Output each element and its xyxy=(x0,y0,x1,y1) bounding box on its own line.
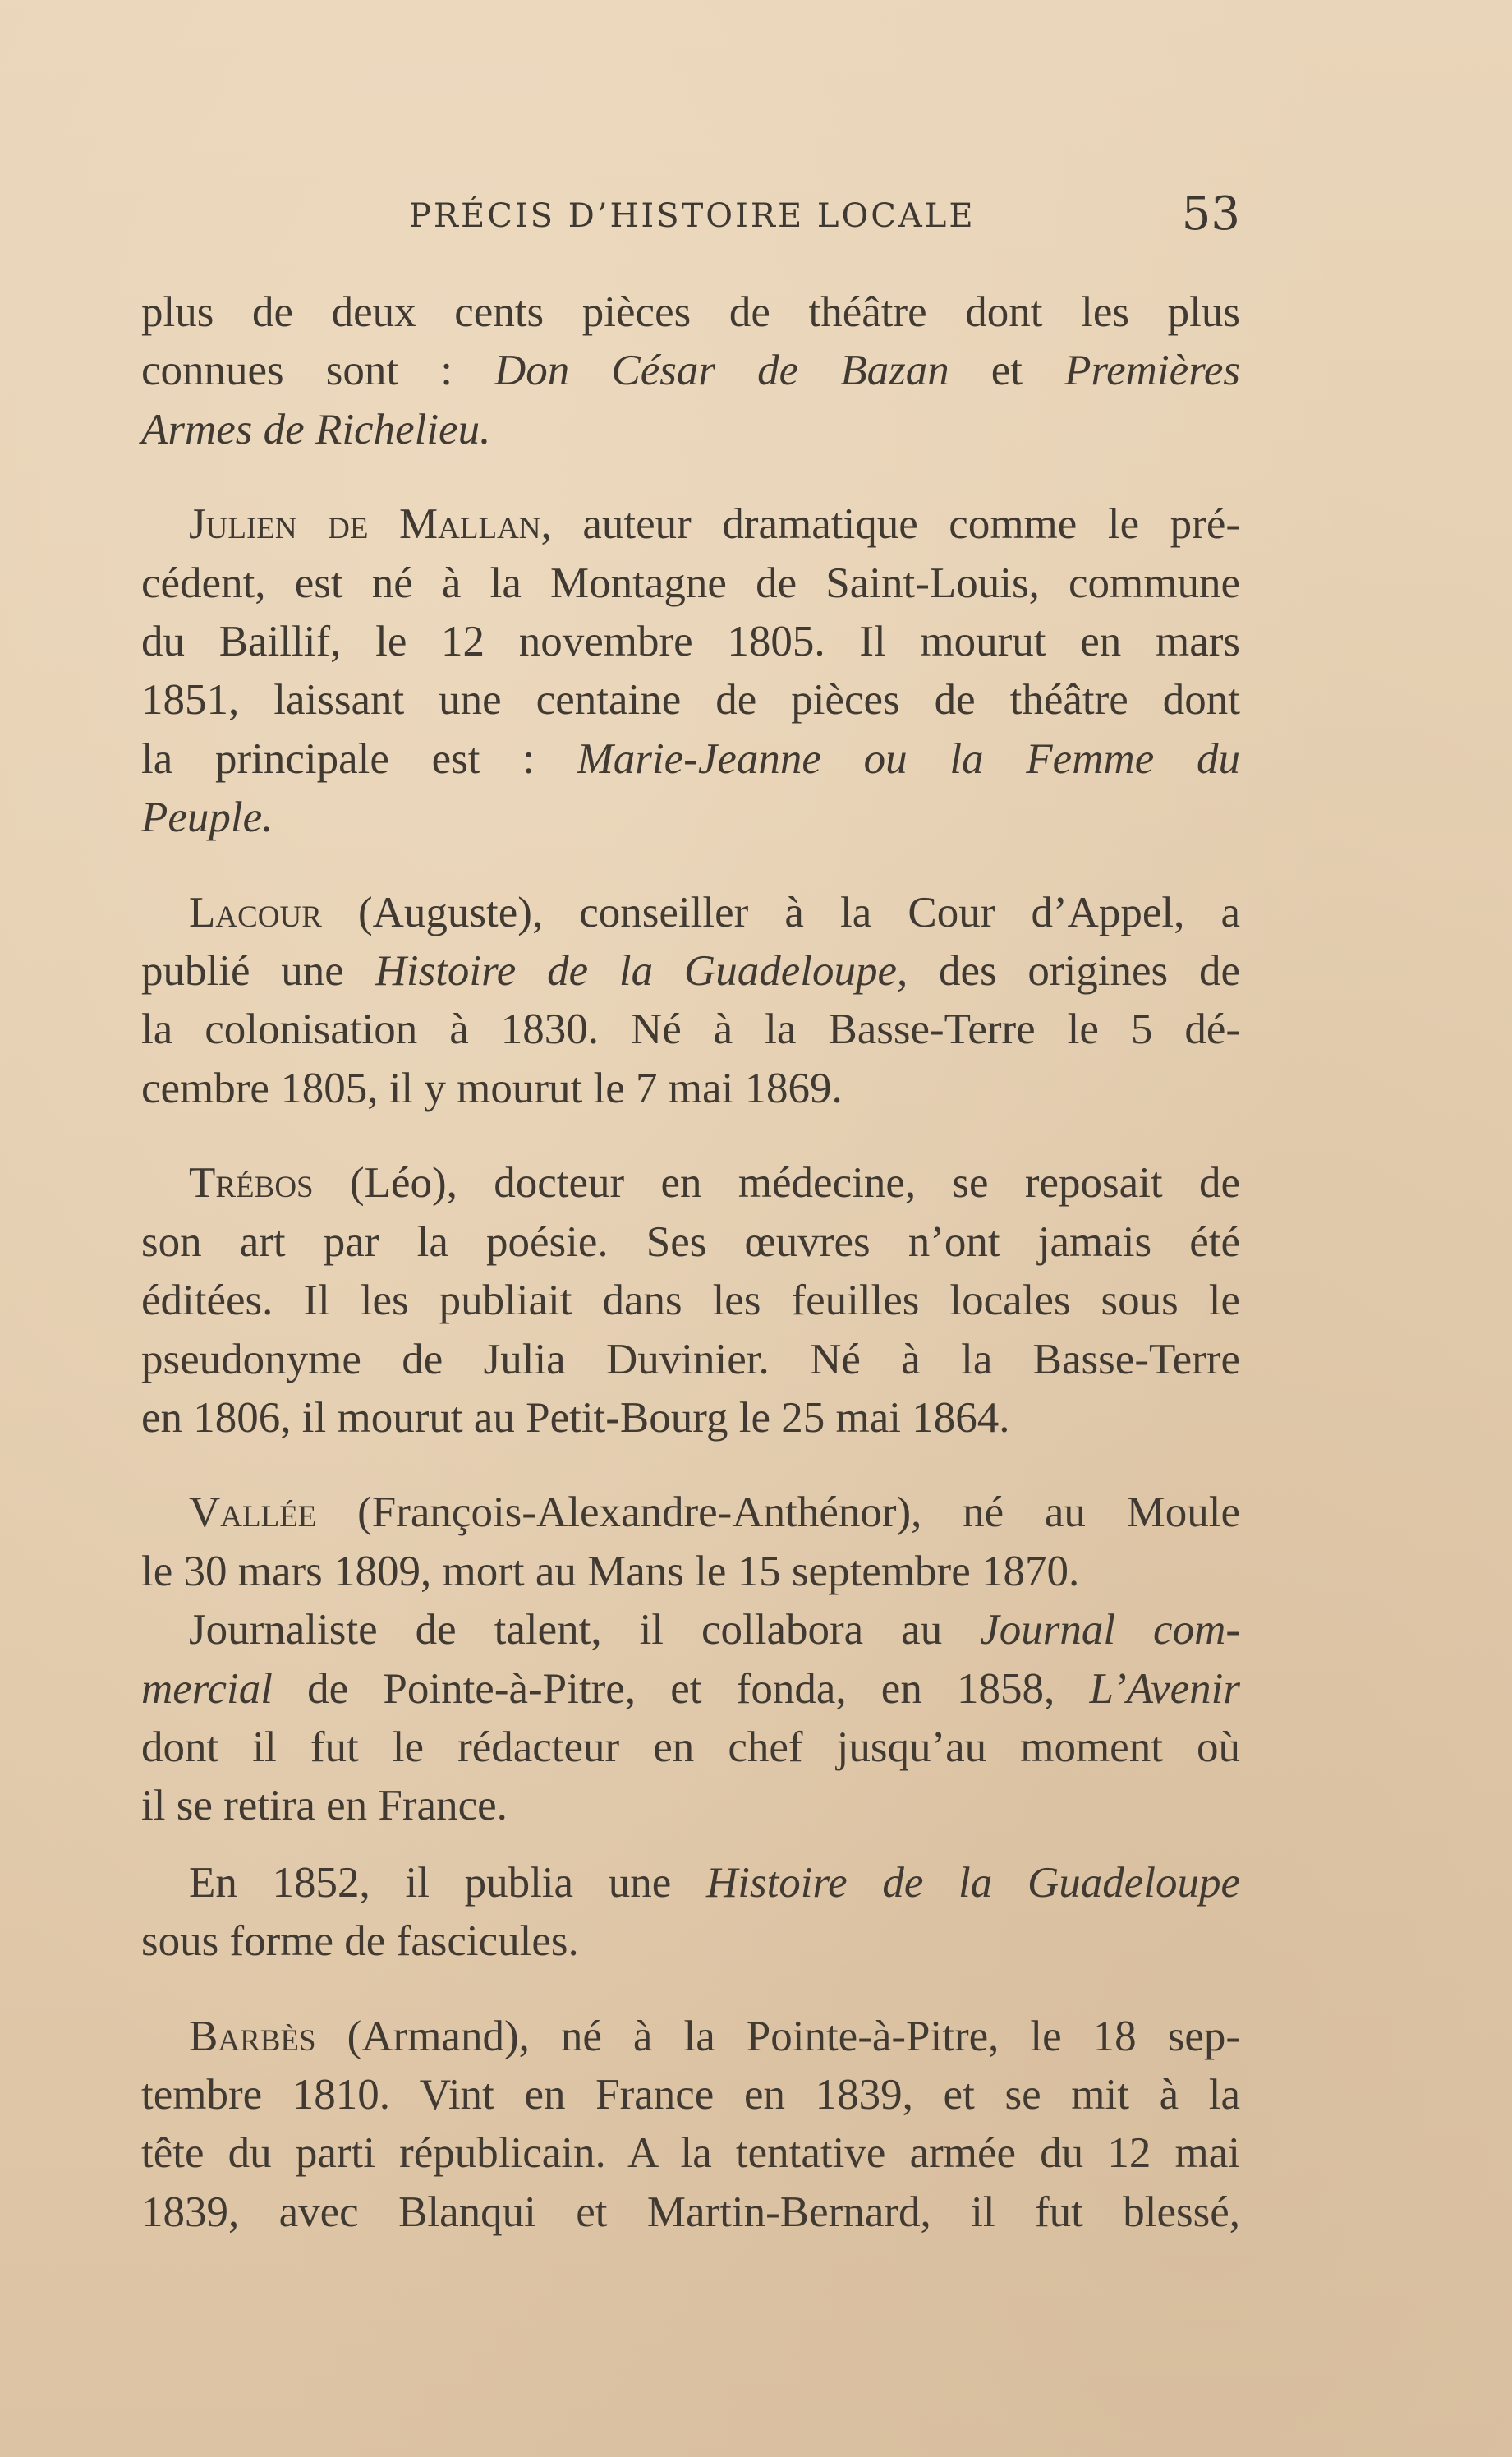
body-text xyxy=(141,283,1240,2242)
text-span: il se retira en France. xyxy=(141,1782,508,1830)
text-span: tembre 1810. Vint en France en 1839, et se mit à la xyxy=(141,2070,1240,2119)
text-line xyxy=(141,613,1240,671)
text-line xyxy=(141,884,1240,942)
text-line xyxy=(141,283,1240,342)
page-header xyxy=(140,187,1240,245)
text-line xyxy=(141,942,1240,1001)
text-line xyxy=(141,1777,1240,1835)
text-span: , auteur dramatique comme le pré- xyxy=(540,500,1240,549)
text-line xyxy=(141,789,1240,847)
text-span: connues sont : xyxy=(141,347,495,395)
title-italic: Journal com- xyxy=(980,1606,1240,1654)
person-name: Barbès xyxy=(189,2012,316,2060)
text-span: (Auguste), conseiller à la Cour d’Appel, a xyxy=(321,888,1240,936)
text-line xyxy=(141,342,1240,400)
person-name: Lacour xyxy=(189,888,322,936)
title-italic: Premières xyxy=(1064,347,1241,395)
text-span: (Armand), né à la Pointe-à-Pitre, le 18 sep- xyxy=(315,2012,1240,2060)
text-span: dont il fut le rédacteur en chef jusqu’au moment où xyxy=(141,1723,1240,1771)
text-line xyxy=(141,495,1240,554)
text-line xyxy=(141,1660,1240,1719)
text-span: de Pointe-à-Pitre, et fonda, en 1858, xyxy=(272,1664,1090,1713)
text-line xyxy=(141,2183,1240,2242)
title-italic: L’Avenir xyxy=(1089,1664,1240,1713)
text-line xyxy=(141,401,1240,459)
text-span: publié une xyxy=(141,947,375,996)
text-line xyxy=(141,2008,1240,2066)
text-span: du Baillif, le 12 novembre 1805. Il mourut en mars xyxy=(141,618,1240,666)
text-span: la principale est : xyxy=(141,734,577,783)
text-span: son art par la poésie. Ses œuvres n’ont jamais été xyxy=(141,1217,1240,1266)
text-line xyxy=(141,1543,1240,1601)
title-italic: Histoire de la Guadeloupe xyxy=(705,1858,1241,1907)
text-span: la colonisation à 1830. Né à la Basse-Terre le 5 dé- xyxy=(141,1005,1240,1054)
person-name: Vallée xyxy=(189,1488,317,1537)
text-span: (Léo), docteur en médecine, se reposait de xyxy=(313,1159,1240,1208)
running-title: PRÉCIS D’HISTOIRE LOCALE xyxy=(409,197,976,235)
text-line xyxy=(141,1001,1240,1059)
text-span: le 30 mars 1809, mort au Mans le 15 septembre 1870. xyxy=(141,1547,1080,1595)
title-italic: mercial xyxy=(141,1664,273,1713)
text-span: et xyxy=(949,347,1065,395)
text-line xyxy=(141,1213,1240,1272)
text-span: pseudonyme de Julia Duvinier. Né à la Basse-Terre xyxy=(141,1335,1240,1383)
text-span: sous forme de fascicules. xyxy=(141,1917,579,1966)
text-line xyxy=(141,1601,1240,1659)
text-span: , des origines de xyxy=(896,947,1240,996)
title-italic: Peuple. xyxy=(141,794,273,842)
text-span: cembre 1805, il y mourut le 7 mai 1869. xyxy=(141,1064,843,1112)
text-line xyxy=(141,671,1240,729)
text-span: 1839, avec Blanqui et Martin-Bernard, il fut blessé, xyxy=(141,2188,1240,2236)
text-span: tête du parti républicain. A la tentative armée du 12 mai xyxy=(141,2129,1240,2178)
title-italic: Don César de Bazan xyxy=(494,347,949,395)
text-line xyxy=(141,1060,1240,1118)
text-span: cédent, est né à la Montagne de Saint-Louis, commune xyxy=(141,559,1240,607)
text-line xyxy=(141,730,1240,789)
text-line xyxy=(141,1154,1240,1212)
text-span: éditées. Il les publiait dans les feuilles locales sous le xyxy=(141,1277,1240,1325)
text-span: en 1806, il mourut au Petit-Bourg le 25 mai 1864. xyxy=(141,1393,1010,1442)
page-number: 53 xyxy=(1181,187,1240,241)
text-span: Journaliste de talent, il collabora au xyxy=(189,1606,981,1654)
text-line xyxy=(141,1912,1240,1971)
text-line xyxy=(141,1331,1240,1389)
text-line xyxy=(141,1389,1240,1447)
person-name: Julien de Mallan xyxy=(189,500,541,549)
text-line xyxy=(141,554,1240,613)
text-line xyxy=(141,1854,1240,1912)
text-line xyxy=(141,1484,1240,1542)
title-italic: Histoire de la Guadeloupe xyxy=(375,947,897,996)
text-line xyxy=(141,2066,1240,2124)
text-line xyxy=(141,2124,1240,2183)
text-span: (François-Alexandre-Anthénor), né au Moule xyxy=(316,1488,1240,1537)
text-line xyxy=(141,1719,1240,1777)
text-line xyxy=(141,1272,1240,1330)
text-span: plus de deux cents pièces de théâtre dont les plus xyxy=(141,288,1240,336)
person-name: Trébos xyxy=(189,1159,314,1208)
title-italic: Armes de Richelieu. xyxy=(141,405,491,453)
title-italic: Marie-Jeanne ou la Femme du xyxy=(577,734,1240,783)
text-span: En 1852, il publia une xyxy=(189,1858,706,1907)
text-span: 1851, laissant une centaine de pièces de théâtre dont xyxy=(141,676,1240,725)
